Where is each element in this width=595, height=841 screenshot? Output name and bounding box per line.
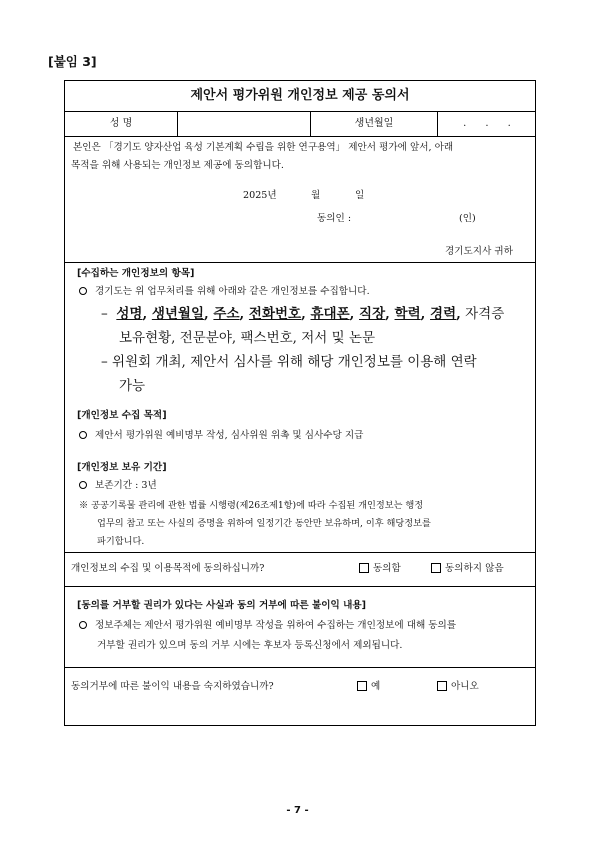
consent-line-1: 본인은 「경기도 양자산업 육성 기본계획 수립을 위한 연구용역」 제안서 평가에 앞서, 아래 xyxy=(73,142,454,153)
purpose-heading: [개인정보 수집 목적] xyxy=(77,410,167,421)
collect-item-2: – 위원회 개최, 제안서 심사를 위해 해당 개인정보를 이용해 연락 xyxy=(101,354,477,370)
checkbox-icon[interactable] xyxy=(357,681,367,691)
checkbox-icon[interactable] xyxy=(437,681,447,691)
bullet-icon xyxy=(79,431,87,439)
bullet-icon xyxy=(79,621,87,629)
q1-no-option[interactable]: 동의하지 않음 xyxy=(431,561,504,577)
name-field[interactable] xyxy=(178,112,310,136)
retention-note-2: 업무의 참고 또는 사실의 증명을 위하여 일정기간 동안만 보유하며, 이후 해당정보를 xyxy=(97,518,431,529)
purpose-text: 제안서 평가위원 예비명부 작성, 심사위원 위촉 및 심사수당 지급 xyxy=(79,428,363,444)
birth-field[interactable]: . . . xyxy=(463,118,511,129)
seal-mark: (인) xyxy=(459,213,476,224)
signer-label: 동의인 : xyxy=(317,213,352,224)
recipient: 경기도지사 귀하 xyxy=(445,246,513,257)
collect-item-1-cont: 보유현황, 전문분야, 팩스번호, 저서 및 논문 xyxy=(119,330,376,346)
date-year: 2025년 xyxy=(243,190,277,201)
retention-note-3: 파기합니다. xyxy=(97,536,145,547)
retention-heading: [개인정보 보유 기간] xyxy=(77,462,167,473)
bullet-icon xyxy=(79,481,87,489)
q1-question: 개인정보의 수집 및 이용목적에 동의하십니까? xyxy=(71,563,265,574)
q2-yes-option[interactable]: 예 xyxy=(357,679,380,695)
collect-item-1: – 성명, 생년월일, 주소, 전화번호, 휴대폰, 직장, 학력, 경력, 자격증 xyxy=(101,306,505,322)
refusal-heading: [동의를 거부할 권리가 있다는 사실과 동의 거부에 따른 불이익 내용] xyxy=(77,600,367,611)
date-day: 일 xyxy=(355,190,365,201)
collect-heading: [수집하는 개인정보의 항목] xyxy=(77,268,195,279)
page-number: - 7 - xyxy=(286,805,309,816)
consent-form xyxy=(64,80,536,726)
collect-item-2-cont: 가능 xyxy=(119,378,146,394)
retention-period: 보존기간 : 3년 xyxy=(79,478,157,494)
name-label: 성 명 xyxy=(109,118,133,129)
bullet-icon xyxy=(79,287,87,295)
checkbox-icon[interactable] xyxy=(359,563,369,573)
checkbox-icon[interactable] xyxy=(431,563,441,573)
retention-note-1: ※ 공공기록물 관리에 관한 법률 시행령(제26조제1항)에 따라 수집된 개인정보는 행정 xyxy=(79,500,424,511)
q2-question: 동의거부에 따른 불이익 내용을 숙지하였습니까? xyxy=(71,681,274,692)
q1-yes-option[interactable]: 동의함 xyxy=(359,561,401,577)
attachment-label: [붙임 3] xyxy=(48,54,97,69)
consent-line-2: 목적을 위해 사용되는 개인정보 제공에 동의합니다. xyxy=(71,160,284,171)
refusal-line-1: 정보주체는 제안서 평가위원 예비명부 작성을 위하여 수집하는 개인정보에 대해 동의를 xyxy=(79,618,456,634)
birth-label: 생년월일 xyxy=(354,118,394,129)
collect-intro: 경기도는 위 업무처리를 위해 아래와 같은 개인정보를 수집합니다. xyxy=(79,284,370,300)
refusal-line-2: 거부할 권리가 있으며 동의 거부 시에는 후보자 등록신청에서 제외됩니다. xyxy=(97,640,403,651)
q2-no-option[interactable]: 아니오 xyxy=(437,679,479,695)
form-title: 제안서 평가위원 개인정보 제공 동의서 xyxy=(190,88,410,103)
date-month: 월 xyxy=(311,190,321,201)
